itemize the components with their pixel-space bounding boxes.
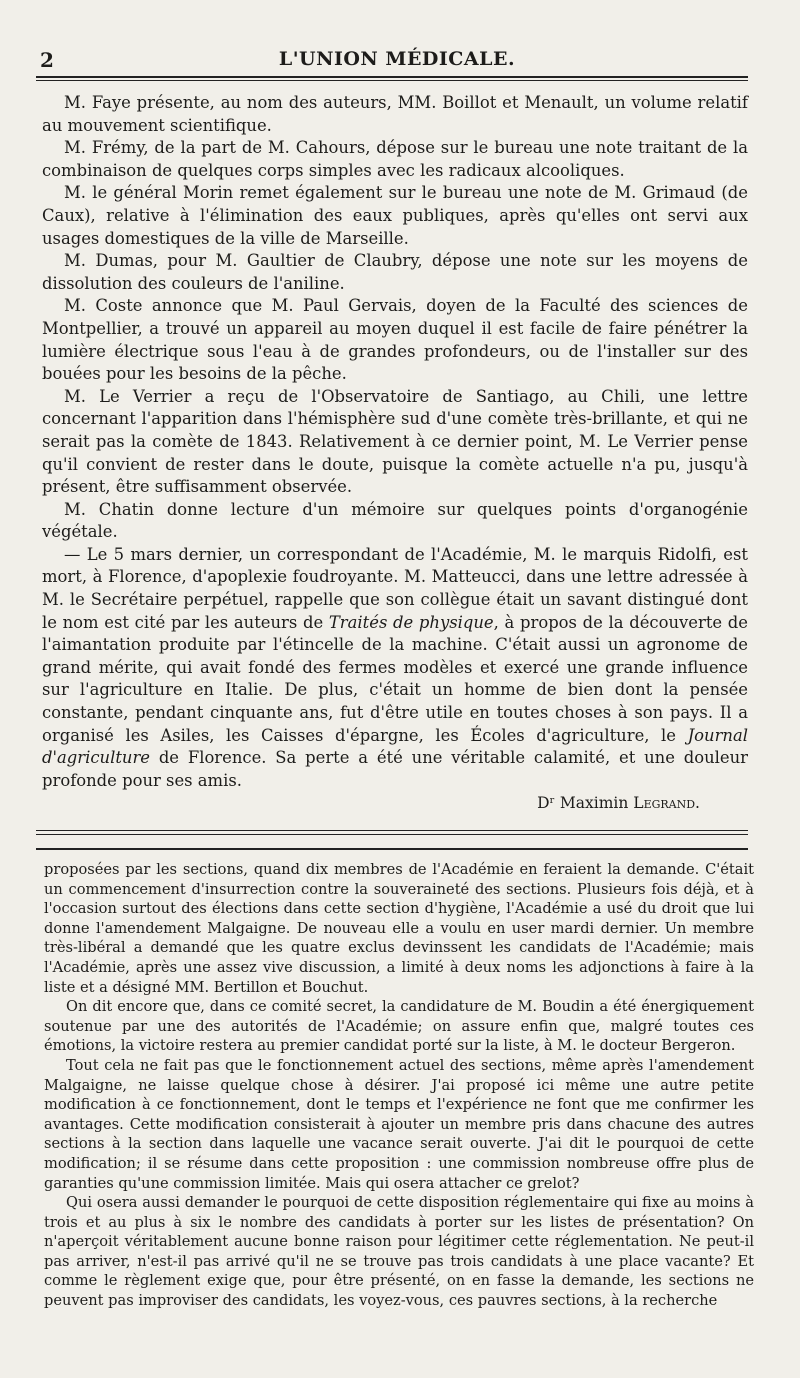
- page-header: [32, 40, 762, 80]
- ridolfi-text-3: de Florence. Sa perte a été une véritable calamité, et une douleur profonde pour ses amis.: [42, 748, 748, 790]
- header-rule-thin: [36, 80, 748, 81]
- ridolfi-italic-traites: Traités de physique: [328, 612, 494, 632]
- paragraph-faye: M. Faye présente, au nom des auteurs, MM. Boillot et Menault, un volume relatif au mouvement scientifique.: [42, 93, 748, 135]
- paragraph-le-verrier: M. Le Verrier a reçu de l'Observatoire de Santiago, au Chili, une lettre concernant l'apparition dans l'hémisphère sud d'une comète très-brillante, et qui ne serait pas la comète de 1843. Relativement à ce dernier point, M. Le Verrier pense qu'il convient de rester dans le doute, puisque la comète actuelle n'a pu, jusqu'à présent, être suffisamment observée.: [42, 386, 748, 497]
- feuilleton-paragraph-2: On dit encore que, dans ce comité secret, la candidature de M. Boudin a été énergiquement soutenue par une des autorités de l'Académie; on assure enfin que, malgré toutes ces émotions, la victoire restera au premier candidat porté sur la liste, à M. le docteur Bergeron.: [44, 998, 754, 1055]
- page-number: 2: [40, 48, 54, 72]
- feuilleton-section: [44, 860, 754, 1311]
- paragraph-ridolfi: [42, 544, 748, 793]
- paragraph-fremy: M. Frémy, de la part de M. Cahours, dépose sur le bureau une note traitant de la combinaison de quelques corps simples avec les radicaux alcooliques.: [42, 138, 748, 180]
- ridolfi-italic-journal: Journal d'agriculture: [42, 725, 748, 768]
- section-rule-1: [36, 830, 748, 831]
- paragraph-chatin: M. Chatin donne lecture d'un mémoire sur quelques points d'organogénie végétale.: [42, 499, 748, 542]
- journal-title: L'UNION MÉDICALE.: [278, 48, 516, 70]
- ridolfi-text-2: , à propos de la découverte de l'aimantation produite par l'étincelle de la machine. C'était aussi un agronome de grand mérite, qui avait fondé des fermes modèles et exercé une grande influence sur l'agriculture en Italie. De plus, c'était un homme de bien dont la pensée constante, pendant cinquante ans, fut d'être utile en toutes choses à son pays. Il a organisé les Asiles, les Caisses d'épargne, les Écoles d'agriculture, le: [42, 612, 748, 745]
- feuilleton-paragraph-1: proposées par les sections, quand dix membres de l'Académie en feraient la demande. C'était un commencement d'insurrection contre la souveraineté des sections. Plusieurs fois déjà, et à l'occasion surtout des élections dans cette section d'hygiène, l'Académie a usé du droit que lui donne l'amendement Malgaigne. De nouveau elle a voulu en user mardi dernier. Un membre très-libéral a demandé que les quatre exclus devinssent les candidats de l'Académie; mais l'Académie, après une assez vive discussion, a limité à deux noms les adjonctions à faire à la liste et a désigné MM. Bertillon et Bouchut.: [44, 861, 754, 996]
- paragraph-dumas: M. Dumas, pour M. Gaultier de Claubry, dépose une note sur les moyens de dissolution des couleurs de l'aniline.: [42, 251, 748, 293]
- feuilleton-paragraph-4: Qui osera aussi demander le pourquoi de cette disposition réglementaire qui fixe au moins à trois et au plus à six le nombre des candidats à porter sur les listes de présentation? On n'aperçoit véritablement aucune bonne raison pour légitimer cette réglementation. Ne peut-il pas arriver, n'est-il pas arrivé qu'il ne se trouve pas trois candidats à une place vacante? Et comme le règlement exige que, pour être présenté, on en fasse la demande, les sections ne peuvent pas improviser des candidats, les voyez-vous, ces pauvres sections, à la recherche: [44, 1194, 754, 1310]
- feuilleton-paragraph-3: Tout cela ne fait pas que le fonctionnement actuel des sections, même après l'amendement Malgaigne, ne laisse quelque chose à désirer. J'ai proposé ici même une autre petite modification à ce fonctionnement, dont le temps et l'expérience ne font que me confirmer les avantages. Cette modification consisterait à ajouter un membre pris dans chacune des autres sections à la section dans laquelle une vacance serait ouverte. J'ai dit le pourquoi de cette modification; il se résume dans cette proposition : une commission nombreuse offre plus de garanties qu'une commission limitée. Mais qui osera attacher ce grelot?: [44, 1056, 754, 1192]
- paragraph-morin: M. le général Morin remet également sur le bureau une note de M. Grimaud (de Caux), relative à l'élimination des eaux publiques, après qu'elles ont servi aux usages domestiques de la ville de Marseille.: [42, 183, 748, 248]
- section-rule-2: [36, 834, 748, 835]
- academy-report-section: [42, 92, 748, 815]
- signature-prefix: Dʳ Maximin: [537, 794, 634, 813]
- feuilleton-rule: [36, 848, 748, 850]
- ridolfi-text-1: — Le 5 mars dernier, un correspondant de l'Académie, M. le marquis Ridolfi, est mort, à Florence, d'apoplexie foudroyante. M. Matteucci, dans une lettre adressée à M. le Secrétaire perpétuel, rappelle que son collègue était un savant distingué dont le nom est cité par les auteurs de: [42, 544, 748, 632]
- header-rule: [36, 76, 748, 78]
- signature-surname: Legrand.: [633, 794, 700, 813]
- paragraph-coste: M. Coste annonce que M. Paul Gervais, doyen de la Faculté des sciences de Montpellier, a trouvé un appareil au moyen duquel il est facile de faire pénétrer la lumière électrique sous l'eau à de grandes profondeurs, ou de l'installer sur des bouées pour les besoins de la pêche.: [42, 296, 748, 384]
- author-signature: [42, 792, 700, 815]
